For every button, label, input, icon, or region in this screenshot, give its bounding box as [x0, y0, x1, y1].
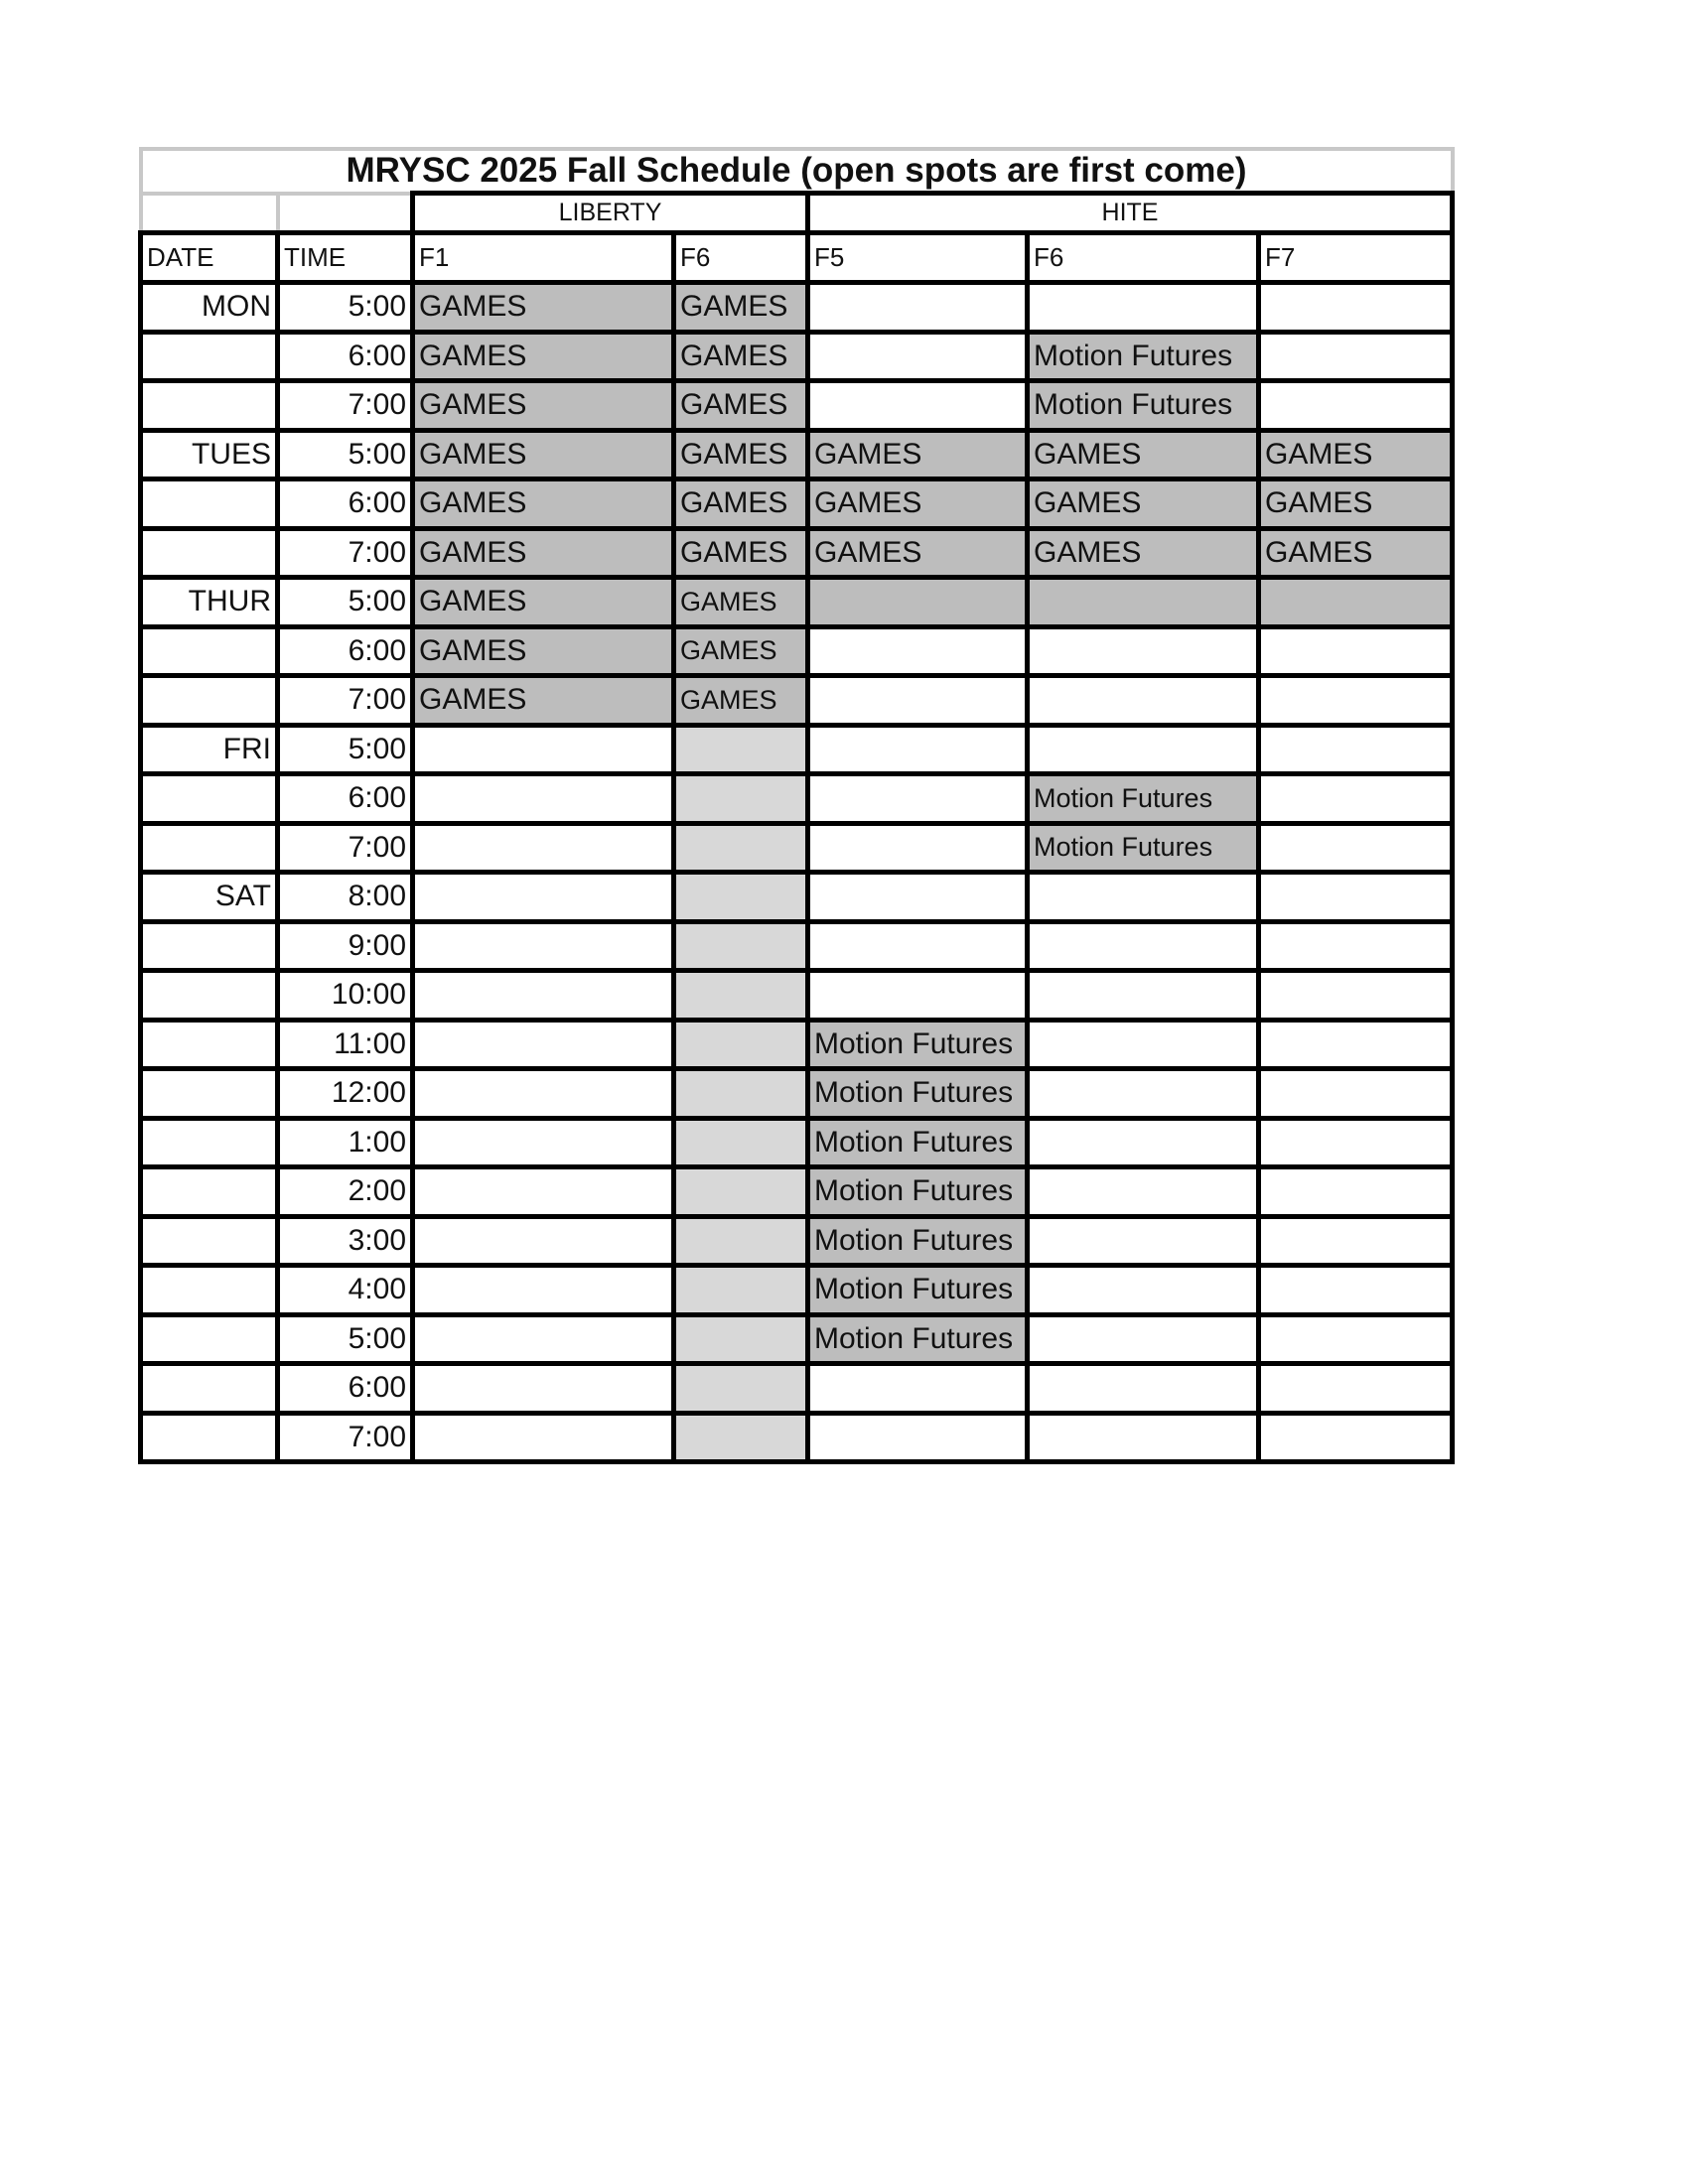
time-cell: 7:00	[278, 823, 413, 873]
slot-hite-f5	[808, 774, 1028, 824]
column-header-hite-f6: F6	[1028, 233, 1259, 283]
day-cell	[141, 626, 278, 676]
slot-liberty-f6: GAMES	[674, 528, 808, 578]
slot-liberty-f1: GAMES	[413, 528, 674, 578]
day-cell	[141, 1069, 278, 1119]
day-cell	[141, 1118, 278, 1167]
slot-hite-f7	[1259, 1266, 1453, 1315]
slot-hite-f5: Motion Futures	[808, 1118, 1028, 1167]
slot-hite-f7	[1259, 725, 1453, 774]
slot-hite-f5	[808, 823, 1028, 873]
schedule-row	[141, 479, 1453, 529]
venue-header-liberty: LIBERTY	[413, 194, 808, 233]
slot-hite-f7	[1259, 1364, 1453, 1414]
slot-hite-f6: Motion Futures	[1028, 332, 1259, 381]
slot-hite-f5	[808, 725, 1028, 774]
slot-hite-f5: GAMES	[808, 430, 1028, 479]
day-cell	[141, 1167, 278, 1217]
slot-liberty-f6	[674, 1364, 808, 1414]
day-cell	[141, 479, 278, 529]
slot-hite-f5	[808, 283, 1028, 333]
slot-hite-f6	[1028, 1167, 1259, 1217]
schedule-row	[141, 921, 1453, 971]
schedule-row	[141, 873, 1453, 922]
slot-hite-f5	[808, 332, 1028, 381]
slot-hite-f6	[1028, 921, 1259, 971]
slot-liberty-f6	[674, 774, 808, 824]
time-cell: 5:00	[278, 725, 413, 774]
schedule-row	[141, 381, 1453, 431]
slot-liberty-f6	[674, 1069, 808, 1119]
slot-liberty-f6	[674, 1118, 808, 1167]
time-cell: 5:00	[278, 283, 413, 333]
slot-liberty-f1: GAMES	[413, 283, 674, 333]
slot-hite-f5	[808, 971, 1028, 1021]
venue-header-hite: HITE	[808, 194, 1453, 233]
time-cell: 6:00	[278, 626, 413, 676]
venue-header-row	[141, 194, 1453, 233]
schedule-row	[141, 1216, 1453, 1266]
time-cell: 8:00	[278, 873, 413, 922]
schedule-row	[141, 528, 1453, 578]
time-cell: 7:00	[278, 528, 413, 578]
slot-hite-f7: GAMES	[1259, 430, 1453, 479]
slot-liberty-f6	[674, 921, 808, 971]
slot-liberty-f6	[674, 1216, 808, 1266]
slot-hite-f5: GAMES	[808, 528, 1028, 578]
schedule-row	[141, 1413, 1453, 1462]
schedule-row	[141, 725, 1453, 774]
slot-hite-f7	[1259, 578, 1453, 627]
slot-liberty-f6: GAMES	[674, 578, 808, 627]
slot-hite-f5	[808, 1413, 1028, 1462]
schedule-row	[141, 1118, 1453, 1167]
schedule-sheet	[138, 147, 1450, 1464]
slot-liberty-f1	[413, 823, 674, 873]
slot-hite-f6	[1028, 578, 1259, 627]
slot-hite-f6	[1028, 1413, 1259, 1462]
slot-liberty-f1: GAMES	[413, 479, 674, 529]
day-cell	[141, 676, 278, 726]
time-cell: 11:00	[278, 1020, 413, 1069]
slot-liberty-f1	[413, 1314, 674, 1364]
slot-hite-f5	[808, 381, 1028, 431]
slot-liberty-f1	[413, 921, 674, 971]
slot-liberty-f6: GAMES	[674, 626, 808, 676]
slot-liberty-f6: GAMES	[674, 283, 808, 333]
time-cell: 6:00	[278, 774, 413, 824]
slot-hite-f6: GAMES	[1028, 430, 1259, 479]
slot-liberty-f1: GAMES	[413, 676, 674, 726]
slot-liberty-f6	[674, 725, 808, 774]
slot-hite-f7	[1259, 1314, 1453, 1364]
slot-hite-f6	[1028, 1266, 1259, 1315]
slot-liberty-f6	[674, 1266, 808, 1315]
time-cell: 2:00	[278, 1167, 413, 1217]
slot-liberty-f6: GAMES	[674, 479, 808, 529]
time-cell: 10:00	[278, 971, 413, 1021]
slot-hite-f5: GAMES	[808, 479, 1028, 529]
slot-hite-f6	[1028, 1216, 1259, 1266]
slot-hite-f6: GAMES	[1028, 479, 1259, 529]
title-row	[141, 149, 1453, 194]
slot-liberty-f1: GAMES	[413, 430, 674, 479]
slot-liberty-f1	[413, 873, 674, 922]
day-cell	[141, 1364, 278, 1414]
slot-hite-f7	[1259, 626, 1453, 676]
time-cell: 5:00	[278, 578, 413, 627]
slot-hite-f5	[808, 676, 1028, 726]
slot-liberty-f1	[413, 1167, 674, 1217]
slot-hite-f6	[1028, 283, 1259, 333]
slot-hite-f7	[1259, 1413, 1453, 1462]
slot-hite-f6	[1028, 676, 1259, 726]
slot-hite-f7	[1259, 774, 1453, 824]
schedule-row	[141, 823, 1453, 873]
slot-hite-f7	[1259, 823, 1453, 873]
column-header-hite-f5: F5	[808, 233, 1028, 283]
slot-liberty-f1: GAMES	[413, 578, 674, 627]
slot-hite-f6	[1028, 1118, 1259, 1167]
slot-liberty-f1	[413, 1364, 674, 1414]
day-cell	[141, 1216, 278, 1266]
slot-hite-f5	[808, 873, 1028, 922]
day-cell: TUES	[141, 430, 278, 479]
time-cell: 6:00	[278, 332, 413, 381]
slot-liberty-f6	[674, 1314, 808, 1364]
time-cell: 7:00	[278, 1413, 413, 1462]
slot-hite-f6	[1028, 1364, 1259, 1414]
slot-liberty-f1	[413, 1216, 674, 1266]
slot-liberty-f6	[674, 971, 808, 1021]
time-cell: 7:00	[278, 676, 413, 726]
slot-hite-f7	[1259, 1020, 1453, 1069]
day-cell	[141, 1314, 278, 1364]
slot-hite-f7: GAMES	[1259, 479, 1453, 529]
column-header-date: DATE	[141, 233, 278, 283]
slot-hite-f6	[1028, 873, 1259, 922]
slot-liberty-f1	[413, 1266, 674, 1315]
slot-hite-f5: Motion Futures	[808, 1167, 1028, 1217]
slot-liberty-f1	[413, 725, 674, 774]
slot-hite-f7	[1259, 971, 1453, 1021]
slot-hite-f5	[808, 626, 1028, 676]
slot-hite-f7	[1259, 332, 1453, 381]
day-cell	[141, 971, 278, 1021]
slot-hite-f6	[1028, 725, 1259, 774]
slot-hite-f5	[808, 921, 1028, 971]
slot-liberty-f1	[413, 1413, 674, 1462]
schedule-row	[141, 774, 1453, 824]
day-cell: MON	[141, 283, 278, 333]
column-header-liberty-f1: F1	[413, 233, 674, 283]
slot-hite-f7: GAMES	[1259, 528, 1453, 578]
day-cell: THUR	[141, 578, 278, 627]
schedule-row	[141, 283, 1453, 333]
schedule-table	[138, 147, 1455, 1464]
slot-liberty-f6	[674, 823, 808, 873]
slot-hite-f7	[1259, 873, 1453, 922]
slot-hite-f5: Motion Futures	[808, 1314, 1028, 1364]
time-cell: 6:00	[278, 1364, 413, 1414]
day-cell	[141, 921, 278, 971]
slot-hite-f6	[1028, 1069, 1259, 1119]
slot-liberty-f1	[413, 971, 674, 1021]
column-header-row	[141, 233, 1453, 283]
schedule-row	[141, 1020, 1453, 1069]
slot-liberty-f1	[413, 1020, 674, 1069]
time-cell: 4:00	[278, 1266, 413, 1315]
day-cell	[141, 1020, 278, 1069]
time-cell: 7:00	[278, 381, 413, 431]
slot-liberty-f6	[674, 1413, 808, 1462]
day-cell: SAT	[141, 873, 278, 922]
slot-liberty-f6	[674, 1167, 808, 1217]
day-cell	[141, 1266, 278, 1315]
slot-hite-f7	[1259, 283, 1453, 333]
day-cell: FRI	[141, 725, 278, 774]
slot-hite-f6: Motion Futures	[1028, 774, 1259, 824]
slot-hite-f7	[1259, 1118, 1453, 1167]
day-cell	[141, 774, 278, 824]
slot-hite-f6	[1028, 1020, 1259, 1069]
slot-hite-f6	[1028, 971, 1259, 1021]
slot-hite-f7	[1259, 1216, 1453, 1266]
schedule-row	[141, 626, 1453, 676]
slot-hite-f6: Motion Futures	[1028, 381, 1259, 431]
slot-liberty-f6	[674, 873, 808, 922]
column-header-liberty-f6: F6	[674, 233, 808, 283]
slot-hite-f7	[1259, 381, 1453, 431]
time-cell: 3:00	[278, 1216, 413, 1266]
schedule-row	[141, 676, 1453, 726]
time-cell: 12:00	[278, 1069, 413, 1119]
slot-liberty-f1	[413, 1069, 674, 1119]
slot-hite-f7	[1259, 676, 1453, 726]
slot-liberty-f6: GAMES	[674, 676, 808, 726]
day-cell	[141, 332, 278, 381]
schedule-title: MRYSC 2025 Fall Schedule (open spots are first come)	[141, 149, 1453, 194]
schedule-row	[141, 1167, 1453, 1217]
time-cell: 6:00	[278, 479, 413, 529]
schedule-row	[141, 430, 1453, 479]
slot-hite-f5: Motion Futures	[808, 1216, 1028, 1266]
slot-liberty-f1: GAMES	[413, 626, 674, 676]
time-cell: 9:00	[278, 921, 413, 971]
slot-hite-f6: Motion Futures	[1028, 823, 1259, 873]
day-cell	[141, 823, 278, 873]
schedule-row	[141, 1314, 1453, 1364]
slot-hite-f6	[1028, 1314, 1259, 1364]
schedule-row	[141, 1266, 1453, 1315]
schedule-row	[141, 971, 1453, 1021]
slot-hite-f5: Motion Futures	[808, 1266, 1028, 1315]
slot-hite-f5	[808, 578, 1028, 627]
slot-hite-f5	[808, 1364, 1028, 1414]
slot-liberty-f1: GAMES	[413, 332, 674, 381]
slot-hite-f6	[1028, 626, 1259, 676]
slot-hite-f5: Motion Futures	[808, 1069, 1028, 1119]
slot-hite-f7	[1259, 1069, 1453, 1119]
column-header-time: TIME	[278, 233, 413, 283]
venue-header-blank	[141, 194, 278, 233]
slot-hite-f5: Motion Futures	[808, 1020, 1028, 1069]
slot-hite-f6: GAMES	[1028, 528, 1259, 578]
schedule-row	[141, 1364, 1453, 1414]
slot-liberty-f1	[413, 774, 674, 824]
day-cell	[141, 528, 278, 578]
column-header-hite-f7: F7	[1259, 233, 1453, 283]
slot-liberty-f6: GAMES	[674, 332, 808, 381]
slot-hite-f7	[1259, 921, 1453, 971]
venue-header-blank	[278, 194, 413, 233]
day-cell	[141, 1413, 278, 1462]
time-cell: 5:00	[278, 1314, 413, 1364]
schedule-row	[141, 578, 1453, 627]
slot-liberty-f1: GAMES	[413, 381, 674, 431]
slot-liberty-f6: GAMES	[674, 381, 808, 431]
schedule-row	[141, 1069, 1453, 1119]
slot-liberty-f6	[674, 1020, 808, 1069]
schedule-row	[141, 332, 1453, 381]
slot-liberty-f1	[413, 1118, 674, 1167]
slot-hite-f7	[1259, 1167, 1453, 1217]
time-cell: 5:00	[278, 430, 413, 479]
day-cell	[141, 381, 278, 431]
time-cell: 1:00	[278, 1118, 413, 1167]
slot-liberty-f6: GAMES	[674, 430, 808, 479]
